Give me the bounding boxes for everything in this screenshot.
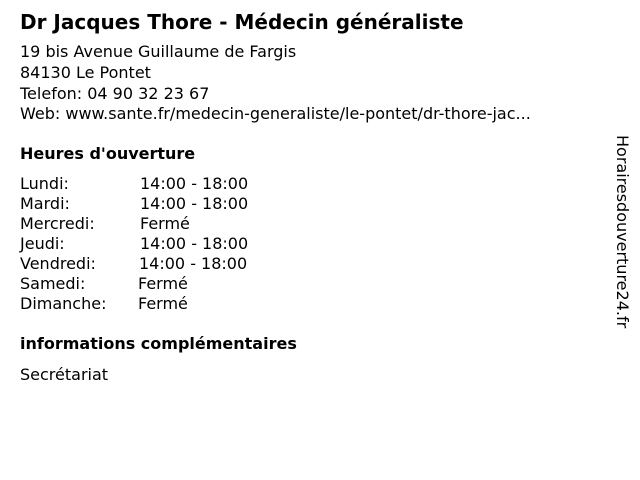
day-label: Samedi: <box>20 274 86 293</box>
hours-row-samedi <box>20 274 420 294</box>
phone-number: Telefon: 04 90 32 23 67 <box>20 84 210 103</box>
day-label: Vendredi: <box>20 254 96 273</box>
hours-row-mardi <box>20 194 420 214</box>
day-hours: 14:00 - 18:00 <box>139 254 248 273</box>
day-label: Mercredi: <box>20 214 95 233</box>
day-label: Dimanche: <box>20 294 107 313</box>
hours-row-dimanche <box>20 294 420 314</box>
site-brand-text: Horairesdouverture24.fr <box>613 135 632 329</box>
additional-info-heading: informations complémentaires <box>20 334 297 353</box>
hours-row-mercredi <box>20 214 420 234</box>
additional-info-text: Secrétariat <box>20 365 109 384</box>
day-hours: Fermé <box>140 214 190 233</box>
day-label: Jeudi: <box>20 234 65 253</box>
day-label: Lundi: <box>20 174 69 193</box>
website-link[interactable]: Web: www.sante.fr/medecin-generaliste/le-pontet/dr-thore-jac... <box>20 104 531 123</box>
day-hours: 14:00 - 18:00 <box>140 194 249 213</box>
opening-hours-heading: Heures d'ouverture <box>20 144 196 163</box>
day-hours: 14:00 - 18:00 <box>140 174 249 193</box>
hours-row-vendredi <box>20 254 420 274</box>
page-title: Dr Jacques Thore - Médecin généraliste <box>20 10 464 34</box>
day-hours: Fermé <box>138 294 188 313</box>
site-brand-watermark <box>612 135 632 341</box>
address-city: 84130 Le Pontet <box>20 63 151 82</box>
day-hours: Fermé <box>138 274 188 293</box>
address-street: 19 bis Avenue Guillaume de Fargis <box>20 42 297 61</box>
hours-row-jeudi <box>20 234 420 254</box>
day-label: Mardi: <box>20 194 70 213</box>
day-hours: 14:00 - 18:00 <box>140 234 249 253</box>
hours-row-lundi <box>20 174 420 194</box>
